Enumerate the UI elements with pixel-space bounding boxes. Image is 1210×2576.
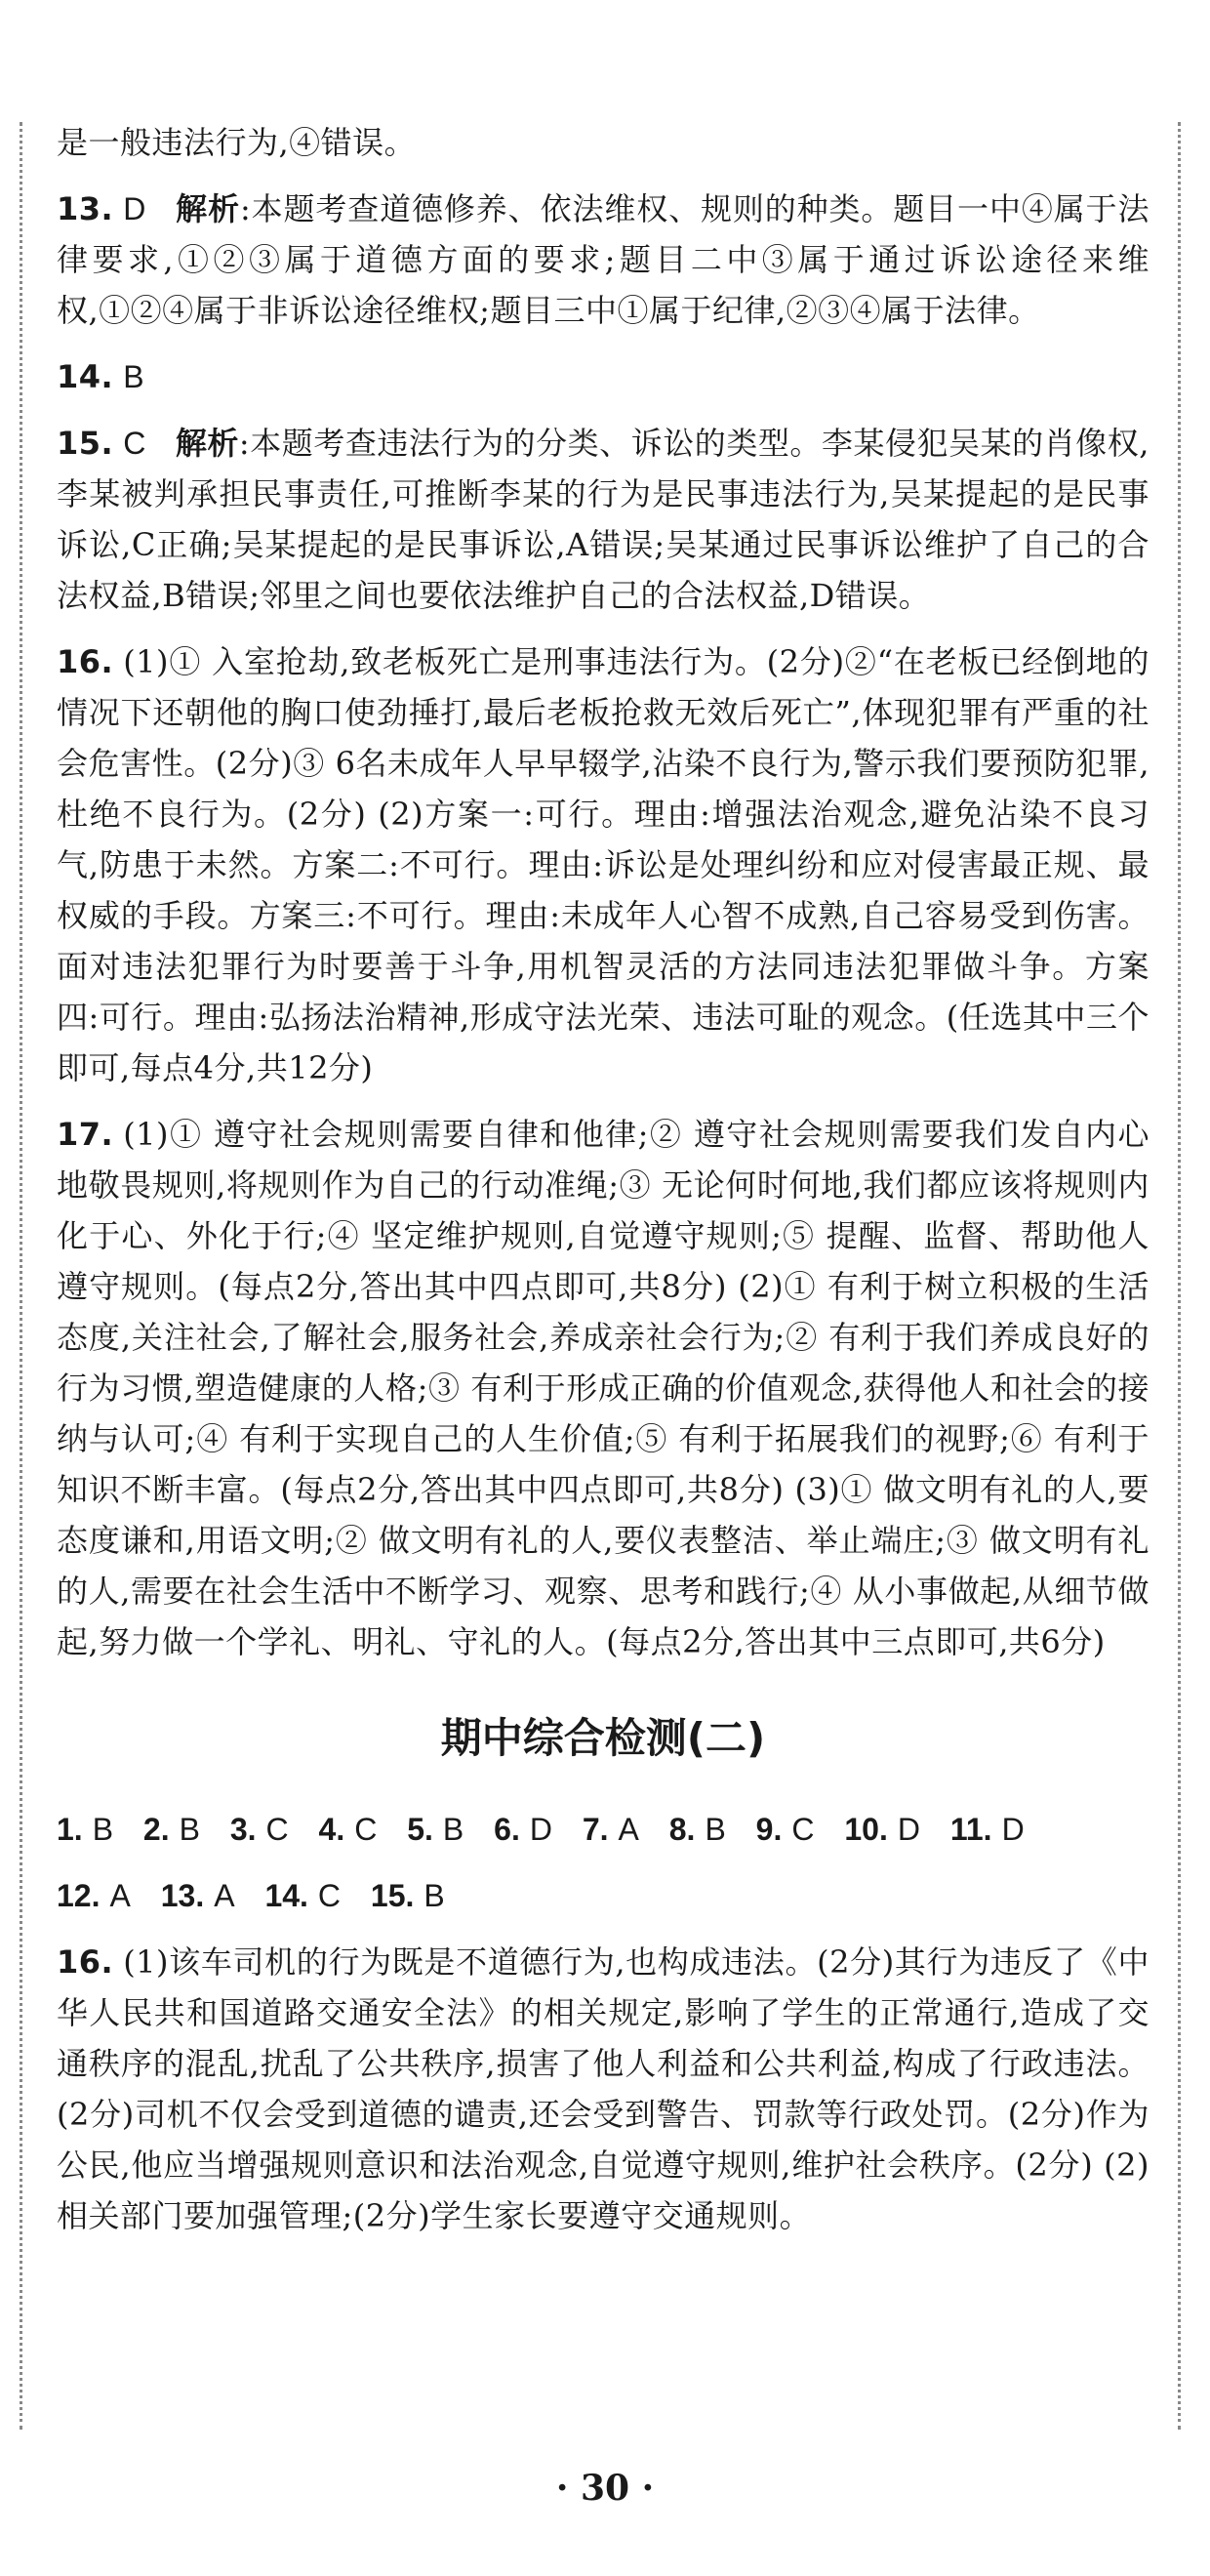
answer-text: (1)① 入室抢劫,致老板死亡是刑事违法行为。(2分)②“在老板已经倒地的情况下还朝他的胸口使劲捶打,最后老板抢救无效后死亡”,体现犯罪有严重的社会危害性。(2分)③ 6名未成年人早早辍学,沾染不良行为,警示我们要预防犯罪,杜绝不良行为。(2分) (2)方案一:可行。理由:增强法治观念,避免沾染不良习气,防患于未然。方案二:不可行。理由:诉讼是处理纠纷和应对侵害最正规、最权威的手段。方案三:不可行。理由:未成年人心智不成熟,自己容易受到伤害。面对违法犯罪行为时要善于斗争,用机智灵活的方法同违法犯罪做斗争。方案四:可行。理由:弘扬法治精神,形成守法光荣、违法可耻的观念。(任选其中三个即可,每点4分,共12分) (57, 643, 1150, 1086)
mc-item: 1. B (57, 1812, 114, 1847)
mc-item: 14. C (264, 1878, 342, 1913)
analysis-text: :本题考查道德修养、依法维权、规则的种类。题目一中④属于法律要求,①②③属于道德方面的要求;题目二中③属于通过诉讼途径来维权,①②④属于非诉讼途径维权;题目三中①属于纪律,②③④属于法律。 (57, 190, 1150, 329)
answer-choice: C (123, 426, 146, 461)
question-number: 15. (57, 425, 114, 462)
multiple-choice-row-1 (57, 1804, 1150, 1855)
answer-choice: D (123, 191, 146, 226)
continuation-line (57, 117, 1150, 168)
right-dotted-border (1178, 122, 1181, 2430)
mc-item: 9. C (755, 1812, 815, 1847)
mc-item: 5. B (407, 1812, 464, 1847)
analysis-text: :本题考查违法行为的分类、诉讼的类型。李某侵犯吴某的肖像权,李某被判承担民事责任,可推断李某的行为是民事违法行为,吴某提起的是民事诉讼,C正确;吴某提起的是民事诉讼,A错误;吴某通过民事诉讼维护了自己的合法权益,B错误;邻里之间也要依法维护自己的合法权益,D错误。 (57, 425, 1150, 614)
answer-choice: B (123, 359, 145, 394)
mc-item: 12. A (57, 1878, 131, 1913)
answer-15 (57, 418, 1150, 621)
left-dotted-border (20, 122, 22, 2430)
mc-item: 8. B (668, 1812, 726, 1847)
analysis-label: 解析 (175, 425, 239, 462)
question-number: 14. (57, 358, 114, 395)
answer-13 (57, 184, 1150, 336)
answer-text: (1)① 遵守社会规则需要自律和他律;② 遵守社会规则需要我们发自内心地敬畏规则,将规则作为自己的行动准绳;③ 无论何时何地,我们都应该将规则内化于心、外化于行;④ 坚定维护规则,自觉遵守规则;⑤ 提醒、监督、帮助他人遵守规则。(每点2分,答出其中四点即可,共8分) (2)① 有利于树立积极的生活态度,关注社会,了解社会,服务社会,养成亲社会行为;② 有利于我们养成良好的行为习惯,塑造健康的人格;③ 有利于形成正确的价值观念,获得他人和社会的接纳与认可;④ 有利于实现自己的人生价值;⑤ 有利于拓展我们的视野;⑥ 有利于知识不断丰富。(每点2分,答出其中四点即可,共8分) (57, 1116, 1150, 1508)
question-number: 13. (57, 190, 114, 227)
analysis-label: 解析 (175, 190, 240, 227)
section2-answer-16 (57, 1937, 1150, 2241)
question-number: 16. (57, 643, 114, 680)
continuation-text: 是一般违法行为,④错误。 (57, 124, 417, 161)
mc-item: 15. B (370, 1878, 445, 1913)
section-title: 期中综合检测(二) (440, 1714, 766, 1762)
answer-text: (1)该车司机的行为既是不道德行为,也构成违法。(2分)其行为违反了《中华人民共和国道路交通安全法》的相关规定,影响了学生的正常通行,造成了交通秩序的混乱,扰乱了公共秩序,损害了他人利益和公共利益,构成了行政违法。(2分)司机不仅会受到道德的谴责,还会受到警告、罚款等行政处罚。(2分)作为公民,他应当增强规则意识和法治观念,自觉遵守规则,维护社会秩序。(2分) (2)相关部门要加强管理;(2分)学生家长要遵守交通规则。 (57, 1943, 1150, 2234)
page-number: · 30 · (555, 2468, 655, 2509)
mc-item: 11. D (949, 1812, 1025, 1847)
mc-item: 7. A (582, 1812, 639, 1847)
answer-16 (57, 636, 1150, 1093)
mc-item: 10. D (844, 1812, 920, 1847)
answer-17 (57, 1109, 1150, 1667)
mc-item: 4. C (318, 1812, 378, 1847)
question-number: 17. (57, 1116, 114, 1153)
mc-item: 6. D (494, 1812, 552, 1847)
mc-item: 13. A (160, 1878, 235, 1913)
multiple-choice-row-2 (57, 1870, 1150, 1921)
mc-item: 3. C (229, 1812, 289, 1847)
answer-14 (57, 351, 1150, 402)
answer-text-part3: (3)① 做文明有礼的人,要态度谦和,用语文明;② 做文明有礼的人,要仪表整洁、举止端庄;③ 做文明有礼的人,需要在社会生活中不断学习、观察、思考和践行;④ 从小事做起,从细节做起,努力做一个学礼、明礼、守礼的人。(每点2分,答出其中三点即可,共6分) (57, 1471, 1150, 1660)
page-content (57, 117, 1150, 2257)
mc-item: 2. B (142, 1812, 200, 1847)
question-number: 16. (57, 1943, 114, 1981)
